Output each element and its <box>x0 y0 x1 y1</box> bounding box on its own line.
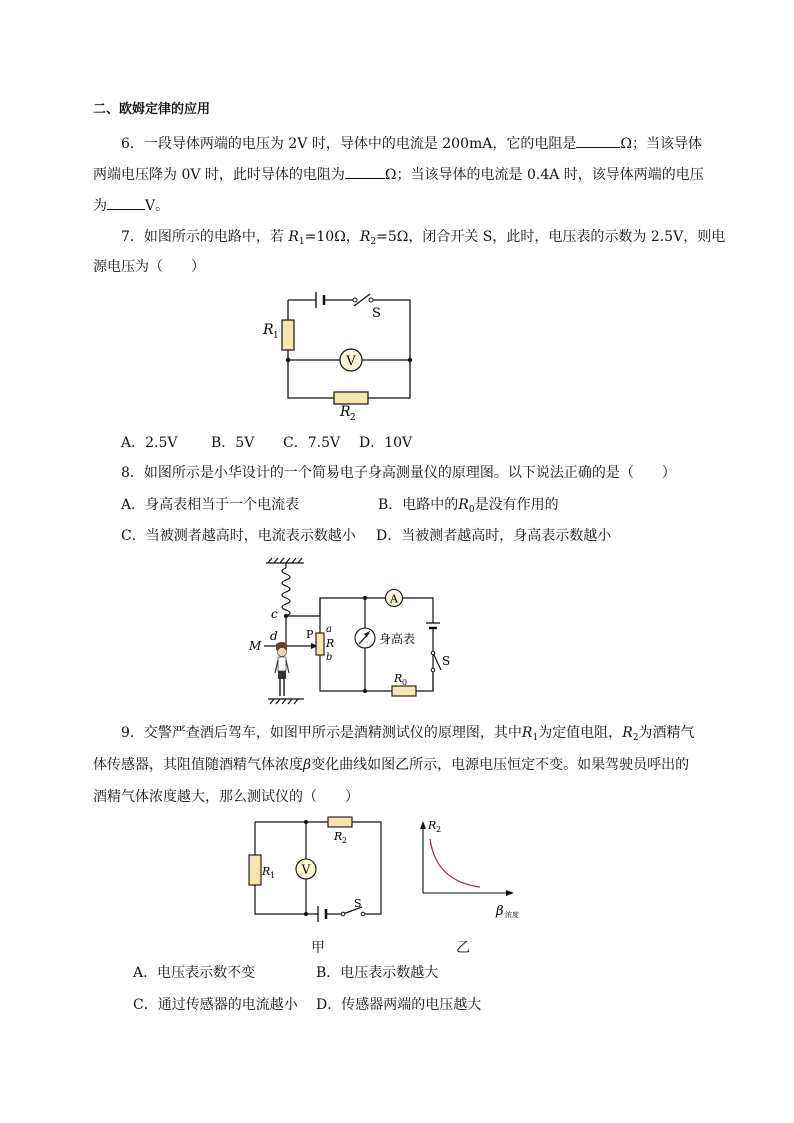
q7-r2-resistor <box>334 392 368 404</box>
q9-r2-curve <box>430 839 480 887</box>
q8-option-a[interactable]: A．身高表相当于一个电流表 <box>121 497 300 513</box>
q9-y-axis-label: R <box>428 819 437 832</box>
q8-option-d[interactable]: D．当被测者越高时，身高表示数越小 <box>376 528 612 544</box>
svg-text:浓度: 浓度 <box>505 911 519 919</box>
q9-option-b[interactable]: B．电压表示数越大 <box>316 965 439 981</box>
q7-option-a[interactable]: A．2.5V <box>121 435 178 451</box>
q9-voltmeter-label: V <box>301 862 311 877</box>
q7-line2: 源电压为（ ） <box>93 259 205 275</box>
q9-caption-yi: 乙 <box>456 940 470 956</box>
svg-text:0: 0 <box>402 678 408 687</box>
svg-text:1: 1 <box>273 331 279 341</box>
q7-voltmeter-label: V <box>346 354 356 369</box>
q8-label-p: P <box>306 628 314 641</box>
q9-line3: 酒精气体浓度越大，那么测试仪的（ ） <box>93 789 359 805</box>
q7-r2-label: R <box>340 404 351 420</box>
q9-circuit-figure-jia <box>240 815 390 923</box>
q6-blank1[interactable] <box>576 133 620 148</box>
q9-x-axis-label: β <box>496 904 504 919</box>
q8-ammeter-label: A <box>390 592 398 606</box>
q8-height-meter-label: 身高表 <box>379 632 416 646</box>
svg-text:2: 2 <box>342 836 348 845</box>
q9-option-c[interactable]: C．通过传感器的电流越小 <box>133 997 298 1013</box>
q8-variable-resistor <box>316 633 324 655</box>
q9-r2-label: R <box>334 830 343 843</box>
q9-curve-figure-yi <box>408 815 523 925</box>
q7-options <box>121 433 412 453</box>
q7-r1-label: R <box>263 322 274 338</box>
q7-switch-icon <box>353 298 357 302</box>
q8-label-b: b <box>326 652 333 663</box>
q8-switch-label: S <box>442 654 451 668</box>
q9-option-a[interactable]: A．电压表示数不变 <box>133 965 256 981</box>
q8-option-c[interactable]: C．当被测者越高时，电流表示数越小 <box>121 528 356 544</box>
q9-option-d[interactable]: D．传感器两端的电压越大 <box>316 997 482 1013</box>
section-title: 二、欧姆定律的应用 <box>93 102 211 117</box>
q9-r1-label: R <box>262 865 271 878</box>
q8-r0-resistor <box>392 686 416 696</box>
q9-switch-icon <box>341 912 345 916</box>
q9-caption-jia: 甲 <box>311 940 325 956</box>
q6-line3: 为 V。 <box>93 195 169 216</box>
q8-switch-icon <box>433 653 441 691</box>
q9-line2: 体传感器，其阻值随酒精气体浓度β变化曲线如图乙所示，电源电压恒定不变。如果驾驶员呼出的 <box>93 757 690 773</box>
q6-line1: 6．一段导体两端的电压为 2V 时，导体中的电流是 200mA，它的电阻是 Ω；当该导体 <box>121 133 702 154</box>
q9-switch-label: S <box>354 897 362 910</box>
q7-line1: 7．如图所示的电路中，若 $R_1=10\Omega$，$R_2=5\Omega$，闭合开关 S，此时，电压表的示数为 2.5V，则电 <box>121 229 726 247</box>
q8-label-m: M <box>249 639 262 653</box>
q7-circuit-figure <box>258 290 428 423</box>
q8-r0-label: R <box>394 672 403 685</box>
q8-stem: 8．如图所示是小华设计的一个简易电子身高测量仪的原理图。以下说法正确的是（ ） <box>121 465 676 481</box>
q7-switch-label: S <box>372 306 381 321</box>
svg-text:2: 2 <box>436 825 442 834</box>
q6-line2: 两端电压降为 0V 时，此时导体的电阻为 Ω；当该导体的电流是 0.4A 时，该导体两端的电压 <box>93 164 704 185</box>
q9-r2-resistor <box>328 817 352 827</box>
svg-text:2: 2 <box>350 413 356 423</box>
svg-text:1: 1 <box>270 871 276 880</box>
q7-option-c[interactable]: C．7.5V <box>283 435 341 451</box>
q9-line1: 9．交警严查酒后驾车，如图甲所示是酒精测试仪的原理图，其中$R_1$为定值电阻，$R_2$为酒精气 <box>121 725 695 743</box>
q8-option-b[interactable]: B．电路中的$R_0$是没有作用的 <box>378 497 559 515</box>
q8-spring-icon <box>282 568 290 616</box>
q7-r1-resistor <box>282 320 294 350</box>
q8-height-meter-figure <box>248 558 451 710</box>
q8-person-figure <box>275 642 289 696</box>
q8-label-c: c <box>271 607 278 621</box>
q8-label-a: a <box>326 624 332 635</box>
q8-label-d: d <box>270 629 278 643</box>
q9-r1-resistor <box>249 855 261 885</box>
q6-blank2[interactable] <box>345 164 385 179</box>
q6-blank3[interactable] <box>107 195 145 210</box>
q8-label-r: R <box>326 637 335 650</box>
q7-option-d[interactable]: D．10V <box>359 435 413 451</box>
q7-option-b[interactable]: B．5V <box>211 435 255 451</box>
